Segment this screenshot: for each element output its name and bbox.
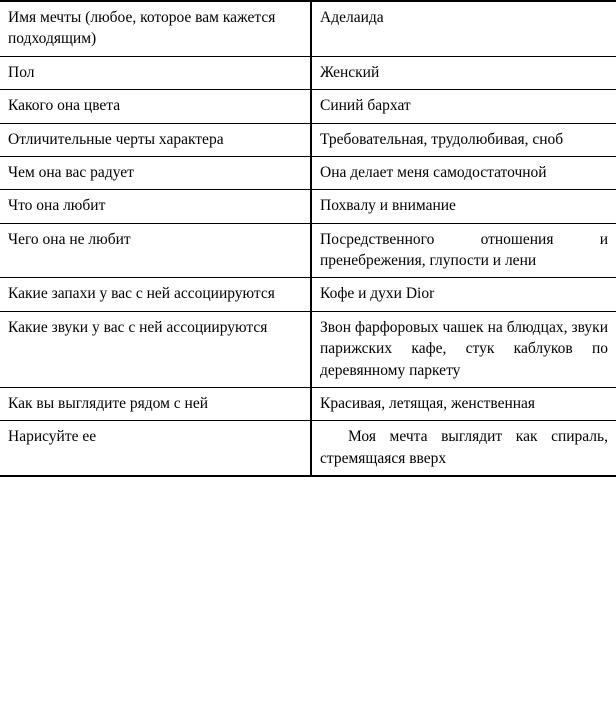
table-body	[0, 1, 616, 476]
answer-cell: Аделаида	[311, 1, 616, 56]
table-row	[0, 190, 616, 223]
answer-cell: Синий бархат	[311, 90, 616, 123]
question-cell: Как вы выглядите рядом с ней	[0, 387, 311, 420]
answer-cell: Красивая, летящая, женственная	[311, 387, 616, 420]
answer-cell: Она делает меня самодостаточной	[311, 156, 616, 189]
table-row	[0, 311, 616, 387]
question-cell: Пол	[0, 56, 311, 89]
table-row	[0, 123, 616, 156]
table-row	[0, 223, 616, 278]
table-row	[0, 156, 616, 189]
question-cell: Что она любит	[0, 190, 311, 223]
answer-cell: Похвалу и внимание	[311, 190, 616, 223]
table-row	[0, 387, 616, 420]
question-cell: Имя мечты (любое, которое вам кажется подходящим)	[0, 1, 311, 56]
answer-cell: Моя мечта выглядит как спираль, стремящаяся вверх	[311, 421, 616, 476]
question-cell: Какие звуки у вас с ней ассоциируются	[0, 311, 311, 387]
table-row	[0, 421, 616, 476]
table-row	[0, 1, 616, 56]
question-cell: Чего она не любит	[0, 223, 311, 278]
answer-cell: Требовательная, трудолюбивая, сноб	[311, 123, 616, 156]
table-row	[0, 90, 616, 123]
answer-cell: Звон фарфоровых чашек на блюдцах, звуки парижских кафе, стук каблуков по деревянному паркету	[311, 311, 616, 387]
table-row	[0, 278, 616, 311]
question-cell: Какого она цвета	[0, 90, 311, 123]
answer-cell: Кофе и духи Dior	[311, 278, 616, 311]
answer-cell: Женский	[311, 56, 616, 89]
table-row	[0, 56, 616, 89]
question-cell: Чем она вас радует	[0, 156, 311, 189]
question-cell: Какие запахи у вас с ней ассоциируются	[0, 278, 311, 311]
question-cell: Нарисуйте ее	[0, 421, 311, 476]
answer-cell: Посредственного отношения и пренебрежения, глупости и лени	[311, 223, 616, 278]
question-cell: Отличительные черты характера	[0, 123, 311, 156]
